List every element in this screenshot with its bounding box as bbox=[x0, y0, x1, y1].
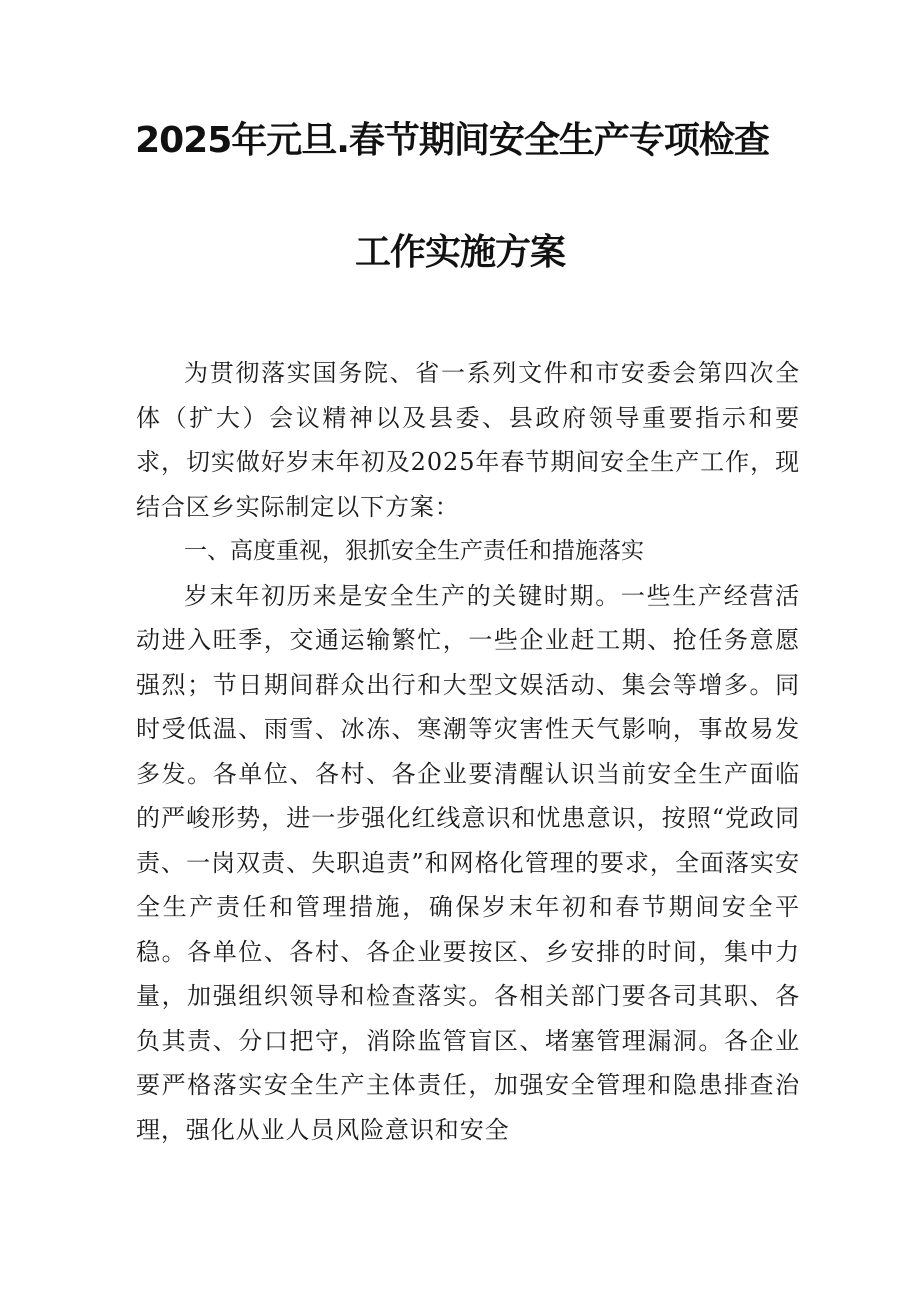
document-body bbox=[136, 351, 800, 1152]
document-title-line2: 工作实施方案 bbox=[354, 232, 565, 273]
document-title-line1: 2025年元旦.春节期间安全生产专项检查 bbox=[135, 120, 769, 161]
section1-paragraph: 岁末年初历来是安全生产的关键时期。一些生产经营活动进入旺季，交通运输繁忙，一些企业赶工期、抢任务意愿强烈；节日期间群众出行和大型文娱活动、集会等增多。同时受低温、雨雪、冰冻、寒潮等灾害性天气影响，事故易发多发。各单位、各村、各企业要清醒认识当前安全生产面临的严峻形势，进一步强化红线意识和忧患意识，按照“党政同责、一岗双责、失职追责”和网格化管理的要求，全面落实安全生产责任和管理措施，确保岁末年初和春节期间安全平稳。各单位、各村、各企业要按区、乡安排的时间，集中力量，加强组织领导和检查落实。各相关部门要各司其职、各负其责、分口把守，消除监管盲区、堵塞管理漏洞。各企业要严格落实安全生产主体责任，加强安全管理和隐患排查治理，强化从业人员风险意识和安全 bbox=[136, 581, 800, 1144]
intro-paragraph: 为贯彻落实国务院、省一系列文件和市安委会第四次全体（扩大）会议精神以及县委、县政府领导重要指示和要求，切实做好岁末年初及2025年春节期间安全生产工作，现结合区乡实际制定以下方案： bbox=[136, 359, 800, 521]
section1-heading: 一、高度重视，狠抓安全生产责任和措施落实 bbox=[184, 538, 644, 564]
